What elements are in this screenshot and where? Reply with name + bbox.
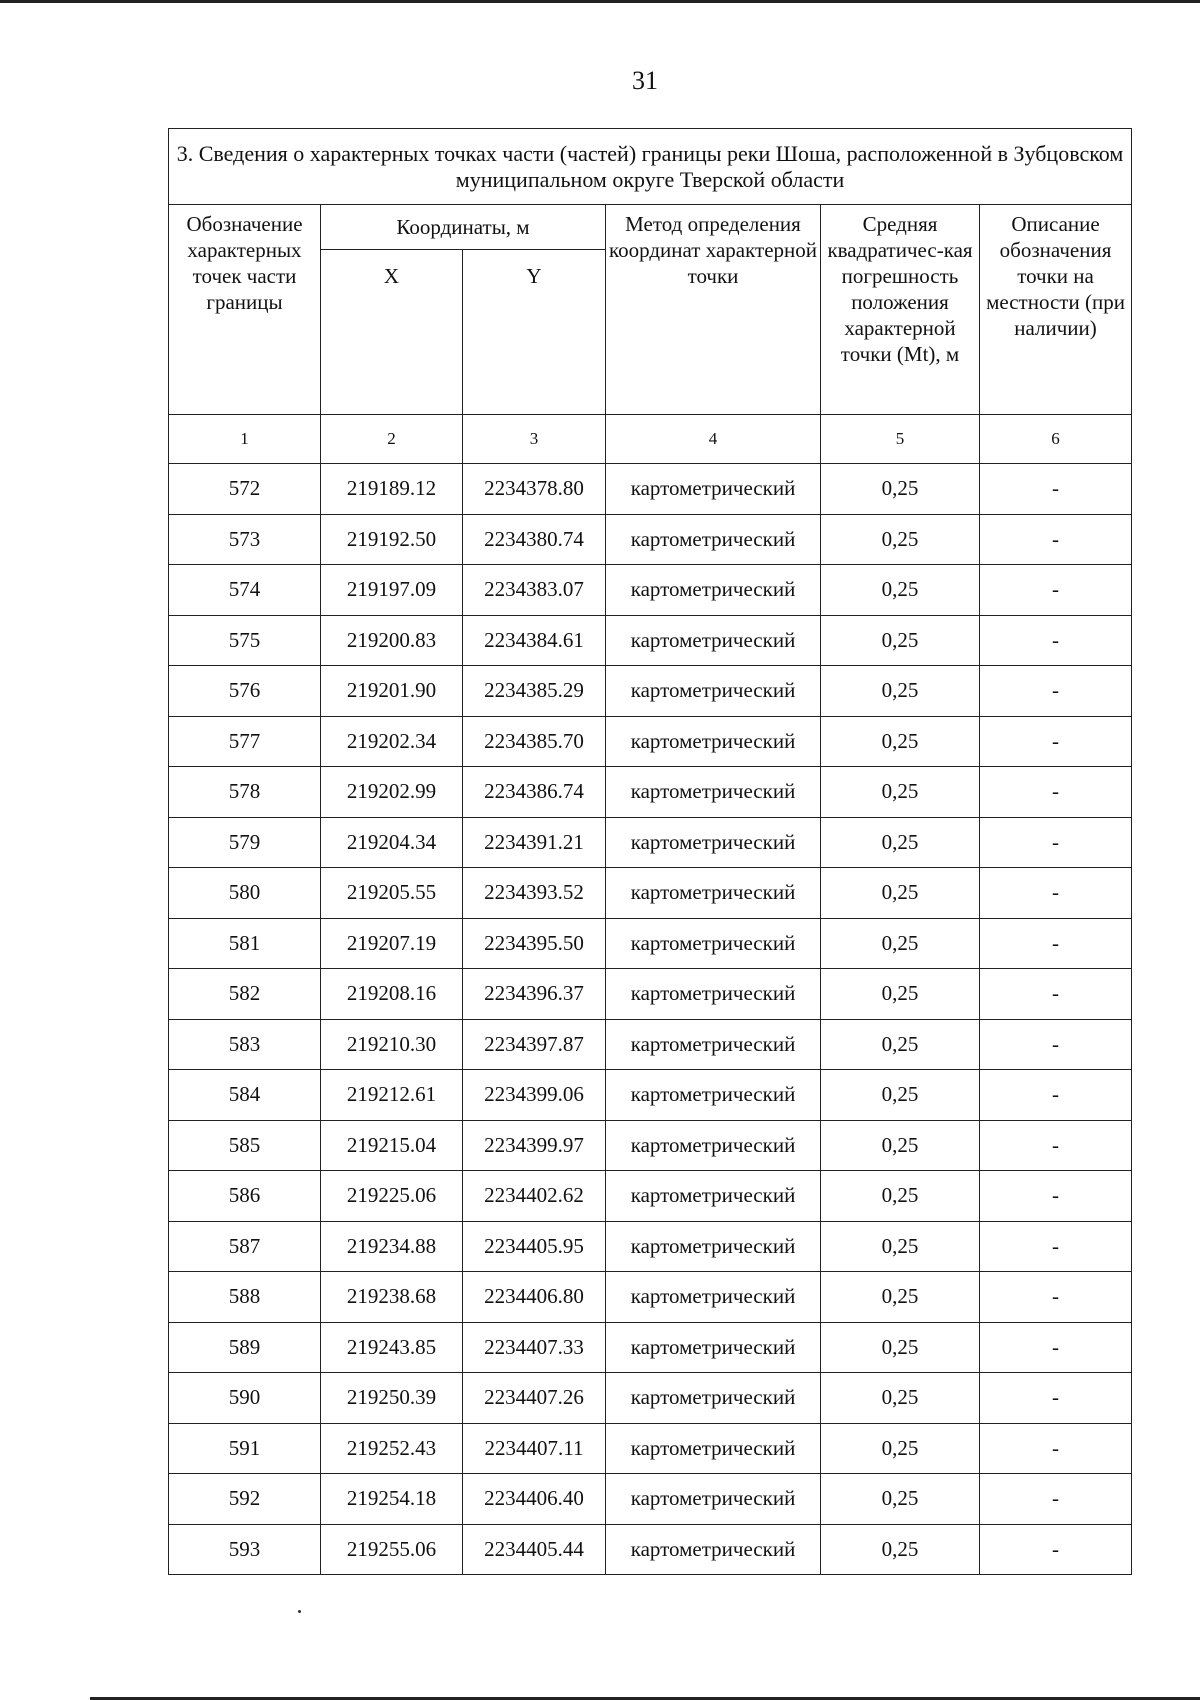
column-number: 2 (321, 415, 463, 464)
table-row (169, 1524, 1132, 1575)
error-cell: 0,25 (821, 716, 980, 767)
method-cell: картометрический (606, 514, 821, 565)
table-row (169, 1019, 1132, 1070)
table-row (169, 868, 1132, 919)
error-cell: 0,25 (821, 918, 980, 969)
method-cell: картометрический (606, 918, 821, 969)
error-cell: 0,25 (821, 1120, 980, 1171)
y-coordinate-cell: 2234384.61 (463, 615, 606, 666)
y-coordinate-cell: 2234405.95 (463, 1221, 606, 1272)
point-id-cell: 583 (169, 1019, 321, 1070)
description-cell: - (980, 767, 1132, 818)
table-row (169, 1171, 1132, 1222)
table-row (169, 767, 1132, 818)
x-coordinate-cell: 219197.09 (321, 565, 463, 616)
y-coordinate-cell: 2234383.07 (463, 565, 606, 616)
caption-row (169, 129, 1132, 205)
method-cell: картометрический (606, 464, 821, 515)
description-cell: - (980, 1474, 1132, 1525)
x-coordinate-cell: 219204.34 (321, 817, 463, 868)
point-id-cell: 576 (169, 666, 321, 717)
column-number: 6 (980, 415, 1132, 464)
x-coordinate-cell: 219254.18 (321, 1474, 463, 1525)
method-cell: картометрический (606, 1423, 821, 1474)
table-row (169, 464, 1132, 515)
y-coordinate-cell: 2234405.44 (463, 1524, 606, 1575)
header-coordinates: Координаты, м (321, 205, 606, 250)
y-coordinate-cell: 2234407.33 (463, 1322, 606, 1373)
y-coordinate-cell: 2234385.29 (463, 666, 606, 717)
y-coordinate-cell: 2234406.80 (463, 1272, 606, 1323)
point-id-cell: 587 (169, 1221, 321, 1272)
method-cell: картометрический (606, 817, 821, 868)
table-row (169, 1272, 1132, 1323)
y-coordinate-cell: 2234396.37 (463, 969, 606, 1020)
point-id-cell: 582 (169, 969, 321, 1020)
header-y: Y (463, 250, 606, 415)
description-cell: - (980, 1423, 1132, 1474)
table-row (169, 817, 1132, 868)
description-cell: - (980, 666, 1132, 717)
column-number: 3 (463, 415, 606, 464)
y-coordinate-cell: 2234406.40 (463, 1474, 606, 1525)
error-cell: 0,25 (821, 514, 980, 565)
table-row (169, 1221, 1132, 1272)
point-id-cell: 572 (169, 464, 321, 515)
x-coordinate-cell: 219205.55 (321, 868, 463, 919)
error-cell: 0,25 (821, 1070, 980, 1121)
header-error: Средняя квадратичес-кая погрешность положения характерной точки (Mt), м (821, 205, 980, 415)
x-coordinate-cell: 219207.19 (321, 918, 463, 969)
error-cell: 0,25 (821, 1272, 980, 1323)
error-cell: 0,25 (821, 1373, 980, 1424)
point-id-cell: 589 (169, 1322, 321, 1373)
table-row (169, 716, 1132, 767)
description-cell: - (980, 868, 1132, 919)
header-row-1 (169, 205, 1132, 250)
method-cell: картометрический (606, 666, 821, 717)
error-cell: 0,25 (821, 1322, 980, 1373)
description-cell: - (980, 1524, 1132, 1575)
method-cell: картометрический (606, 1272, 821, 1323)
table-row (169, 666, 1132, 717)
x-coordinate-cell: 219234.88 (321, 1221, 463, 1272)
description-cell: - (980, 565, 1132, 616)
table-row (169, 514, 1132, 565)
error-cell: 0,25 (821, 1524, 980, 1575)
point-id-cell: 577 (169, 716, 321, 767)
method-cell: картометрический (606, 1171, 821, 1222)
table-row (169, 1322, 1132, 1373)
x-coordinate-cell: 219243.85 (321, 1322, 463, 1373)
table-row (169, 1120, 1132, 1171)
y-coordinate-cell: 2234399.06 (463, 1070, 606, 1121)
description-cell: - (980, 969, 1132, 1020)
x-coordinate-cell: 219208.16 (321, 969, 463, 1020)
x-coordinate-cell: 219210.30 (321, 1019, 463, 1070)
header-description: Описание обозначения точки на местности (при наличии) (980, 205, 1132, 415)
error-cell: 0,25 (821, 817, 980, 868)
method-cell: картометрический (606, 565, 821, 616)
method-cell: картометрический (606, 615, 821, 666)
table-row (169, 565, 1132, 616)
description-cell: - (980, 1373, 1132, 1424)
description-cell: - (980, 464, 1132, 515)
table-body (169, 129, 1132, 1575)
point-id-cell: 578 (169, 767, 321, 818)
x-coordinate-cell: 219202.99 (321, 767, 463, 818)
description-cell: - (980, 817, 1132, 868)
header-x: X (321, 250, 463, 415)
y-coordinate-cell: 2234402.62 (463, 1171, 606, 1222)
point-id-cell: 581 (169, 918, 321, 969)
x-coordinate-cell: 219212.61 (321, 1070, 463, 1121)
y-coordinate-cell: 2234407.26 (463, 1373, 606, 1424)
description-cell: - (980, 1221, 1132, 1272)
point-id-cell: 584 (169, 1070, 321, 1121)
scan-speck (298, 1610, 301, 1613)
page-number: 31 (632, 66, 658, 95)
table-row (169, 1423, 1132, 1474)
method-cell: картометрический (606, 1474, 821, 1525)
table-caption: 3. Сведения о характерных точках части (частей) границы реки Шоша, расположенной в Зубцовском муниципальном округе Тверской области (169, 129, 1132, 205)
point-id-cell: 593 (169, 1524, 321, 1575)
method-cell: картометрический (606, 1221, 821, 1272)
description-cell: - (980, 514, 1132, 565)
description-cell: - (980, 1120, 1132, 1171)
point-id-cell: 590 (169, 1373, 321, 1424)
table-row (169, 1474, 1132, 1525)
error-cell: 0,25 (821, 767, 980, 818)
point-id-cell: 585 (169, 1120, 321, 1171)
error-cell: 0,25 (821, 1171, 980, 1222)
table-row (169, 969, 1132, 1020)
error-cell: 0,25 (821, 565, 980, 616)
point-id-cell: 591 (169, 1423, 321, 1474)
points-table (168, 128, 1132, 1575)
x-coordinate-cell: 219202.34 (321, 716, 463, 767)
x-coordinate-cell: 219201.90 (321, 666, 463, 717)
point-id-cell: 579 (169, 817, 321, 868)
method-cell: картометрический (606, 868, 821, 919)
method-cell: картометрический (606, 1019, 821, 1070)
table-row (169, 1070, 1132, 1121)
x-coordinate-cell: 219238.68 (321, 1272, 463, 1323)
description-cell: - (980, 1322, 1132, 1373)
error-cell: 0,25 (821, 464, 980, 515)
y-coordinate-cell: 2234393.52 (463, 868, 606, 919)
description-cell: - (980, 918, 1132, 969)
column-number-row (169, 415, 1132, 464)
column-number: 1 (169, 415, 321, 464)
error-cell: 0,25 (821, 969, 980, 1020)
point-id-cell: 573 (169, 514, 321, 565)
header-designation: Обозначение характерных точек части границы (169, 205, 321, 415)
error-cell: 0,25 (821, 666, 980, 717)
y-coordinate-cell: 2234386.74 (463, 767, 606, 818)
method-cell: картометрический (606, 767, 821, 818)
error-cell: 0,25 (821, 1474, 980, 1525)
point-id-cell: 580 (169, 868, 321, 919)
x-coordinate-cell: 219200.83 (321, 615, 463, 666)
error-cell: 0,25 (821, 1019, 980, 1070)
point-id-cell: 586 (169, 1171, 321, 1222)
y-coordinate-cell: 2234397.87 (463, 1019, 606, 1070)
y-coordinate-cell: 2234385.70 (463, 716, 606, 767)
y-coordinate-cell: 2234378.80 (463, 464, 606, 515)
description-cell: - (980, 1019, 1132, 1070)
error-cell: 0,25 (821, 1221, 980, 1272)
point-id-cell: 588 (169, 1272, 321, 1323)
method-cell: картометрический (606, 1322, 821, 1373)
x-coordinate-cell: 219255.06 (321, 1524, 463, 1575)
y-coordinate-cell: 2234395.50 (463, 918, 606, 969)
description-cell: - (980, 1171, 1132, 1222)
column-number: 5 (821, 415, 980, 464)
method-cell: картометрический (606, 1120, 821, 1171)
method-cell: картометрический (606, 716, 821, 767)
method-cell: картометрический (606, 1524, 821, 1575)
error-cell: 0,25 (821, 868, 980, 919)
x-coordinate-cell: 219192.50 (321, 514, 463, 565)
method-cell: картометрический (606, 1373, 821, 1424)
y-coordinate-cell: 2234380.74 (463, 514, 606, 565)
method-cell: картометрический (606, 969, 821, 1020)
description-cell: - (980, 1272, 1132, 1323)
scan-top-edge (0, 0, 1200, 3)
point-id-cell: 574 (169, 565, 321, 616)
y-coordinate-cell: 2234407.11 (463, 1423, 606, 1474)
point-id-cell: 575 (169, 615, 321, 666)
y-coordinate-cell: 2234399.97 (463, 1120, 606, 1171)
error-cell: 0,25 (821, 1423, 980, 1474)
x-coordinate-cell: 219250.39 (321, 1373, 463, 1424)
header-method: Метод определения координат характерной точки (606, 205, 821, 415)
table-row (169, 615, 1132, 666)
description-cell: - (980, 716, 1132, 767)
y-coordinate-cell: 2234391.21 (463, 817, 606, 868)
table-row (169, 918, 1132, 969)
column-number: 4 (606, 415, 821, 464)
table-row (169, 1373, 1132, 1424)
error-cell: 0,25 (821, 615, 980, 666)
description-cell: - (980, 1070, 1132, 1121)
x-coordinate-cell: 219215.04 (321, 1120, 463, 1171)
description-cell: - (980, 615, 1132, 666)
point-id-cell: 592 (169, 1474, 321, 1525)
x-coordinate-cell: 219225.06 (321, 1171, 463, 1222)
x-coordinate-cell: 219189.12 (321, 464, 463, 515)
method-cell: картометрический (606, 1070, 821, 1121)
x-coordinate-cell: 219252.43 (321, 1423, 463, 1474)
